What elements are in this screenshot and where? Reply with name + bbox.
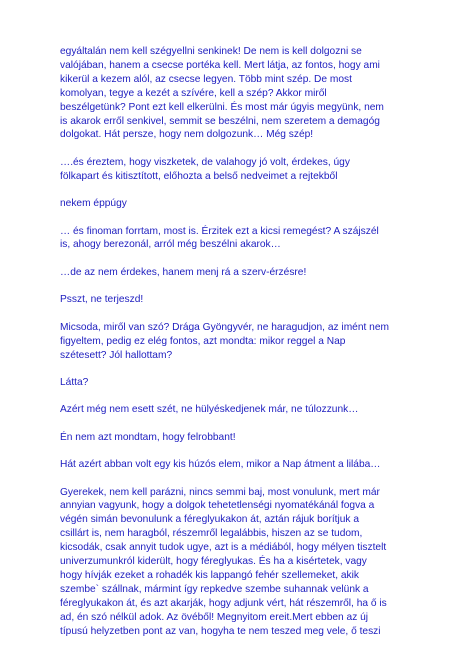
text-line: hogy hívják ezeket a rohadék kis lappangó fehér szellemeket, akik	[60, 569, 360, 581]
text-line: típusú helyzetben pont az van, hogyha te nem teszed meg vele, ő teszi	[60, 625, 381, 637]
text-line: szembe` szállnak, mármint így repkedve szembe suhannak velünk a	[60, 583, 369, 595]
paragraph	[60, 403, 410, 417]
text-line: nekem éppúgy	[60, 198, 127, 210]
paragraph	[60, 458, 410, 472]
paragraph	[60, 321, 410, 363]
text-line: ….és éreztem, hogy viszketek, de valahogy jó volt, érdekes, úgy	[60, 156, 350, 168]
text-line: csillárt is, nem haragból, részemről legalábbis, hiszen az se tudom,	[60, 528, 363, 540]
text-line: Azért még nem esett szét, ne hülyéskedjenek már, ne túlozzunk…	[60, 404, 359, 416]
text-line: Micsoda, miről van szó? Drága Gyöngyvér, ne haragudjon, az imént nem	[60, 321, 389, 333]
text-line: valójában, hanem a csecse portéka kell. Mert látja, az fontos, hogy ami	[60, 59, 380, 71]
text-line: dolgokat. Hát persze, hogy nem dolgozunk… Még szép!	[60, 129, 314, 141]
text-line: beszélgetünk? Pont ezt kell elkerülni. És most már úgyis megyünk, nem	[60, 101, 384, 113]
paragraph	[60, 266, 410, 280]
paragraph	[60, 486, 410, 639]
paragraph	[60, 156, 410, 184]
text-line: ad, én szó nélkül adok. Az övéből! Megnyitom ereit.Mert ebben az új	[60, 611, 369, 623]
paragraph	[60, 376, 410, 390]
text-line: egyáltalán nem kell szégyellni senkinek! De nem is kell dolgozni se	[60, 46, 362, 57]
text-line: végén simán bevonulunk a féreglyukakon át, aztán rájuk borítjuk a	[60, 514, 360, 526]
text-line: … és finoman forrtam, most is. Érzitek ezt a kicsi remegést? A szájszél	[60, 225, 379, 237]
text-line: szétesett? Jól hallottam?	[60, 349, 173, 361]
text-line: Hát azért abban volt egy kis húzós elem, mikor a Nap átment a lilába…	[60, 459, 381, 471]
text-line: komolyan, tegye a kezét a szívére, kell a szép? Akkor miről	[60, 87, 327, 99]
paragraph	[60, 45, 410, 142]
text-line: Psszt, ne terjeszd!	[60, 294, 144, 306]
text-line: Látta?	[60, 376, 89, 388]
text-line: …de az nem érdekes, hanem menj rá a szerv-érzésre!	[60, 266, 307, 278]
text-line: Gyerekek, nem kell parázni, nincs semmi baj, most vonulunk, mert már	[60, 486, 380, 498]
paragraph	[60, 293, 410, 307]
paragraph	[60, 431, 410, 445]
text-line: is, ahogy berezonál, arról még beszélni akarok…	[60, 239, 281, 251]
body-text	[60, 45, 410, 652]
text-line: annyian vagyunk, hogy a dolgok tehetetlenségi nyomatékánál fogva a	[60, 500, 375, 512]
text-line: fölkapart és kitisztított, előhozta a belső nedveimet a rejtekből	[60, 170, 338, 182]
paragraph	[60, 225, 410, 253]
text-line: is akarok erről senkivel, semmit se beszélni, nem szeretem a demagóg	[60, 115, 380, 127]
paragraph	[60, 197, 410, 211]
text-line: kicsodák, csak annyit tudok ugye, azt is a médiából, hogy mélyen tisztelt	[60, 542, 387, 554]
text-line: kikerül a kezem alól, az csecse legyen. Több mint szép. De most	[60, 73, 352, 85]
text-line: Én nem azt mondtam, hogy felrobbant!	[60, 431, 236, 443]
text-line: figyeltem, pedig ez elég fontos, azt mondta: mikor reggel a Nap	[60, 335, 346, 347]
text-line: féreglyukakon át, és azt akarják, hogy adjunk vért, hát részemről, ha ő is	[60, 597, 387, 609]
text-line: univerzumunkról kiderült, hogy féreglyukas. És ha a kisértetek, vagy	[60, 556, 367, 568]
